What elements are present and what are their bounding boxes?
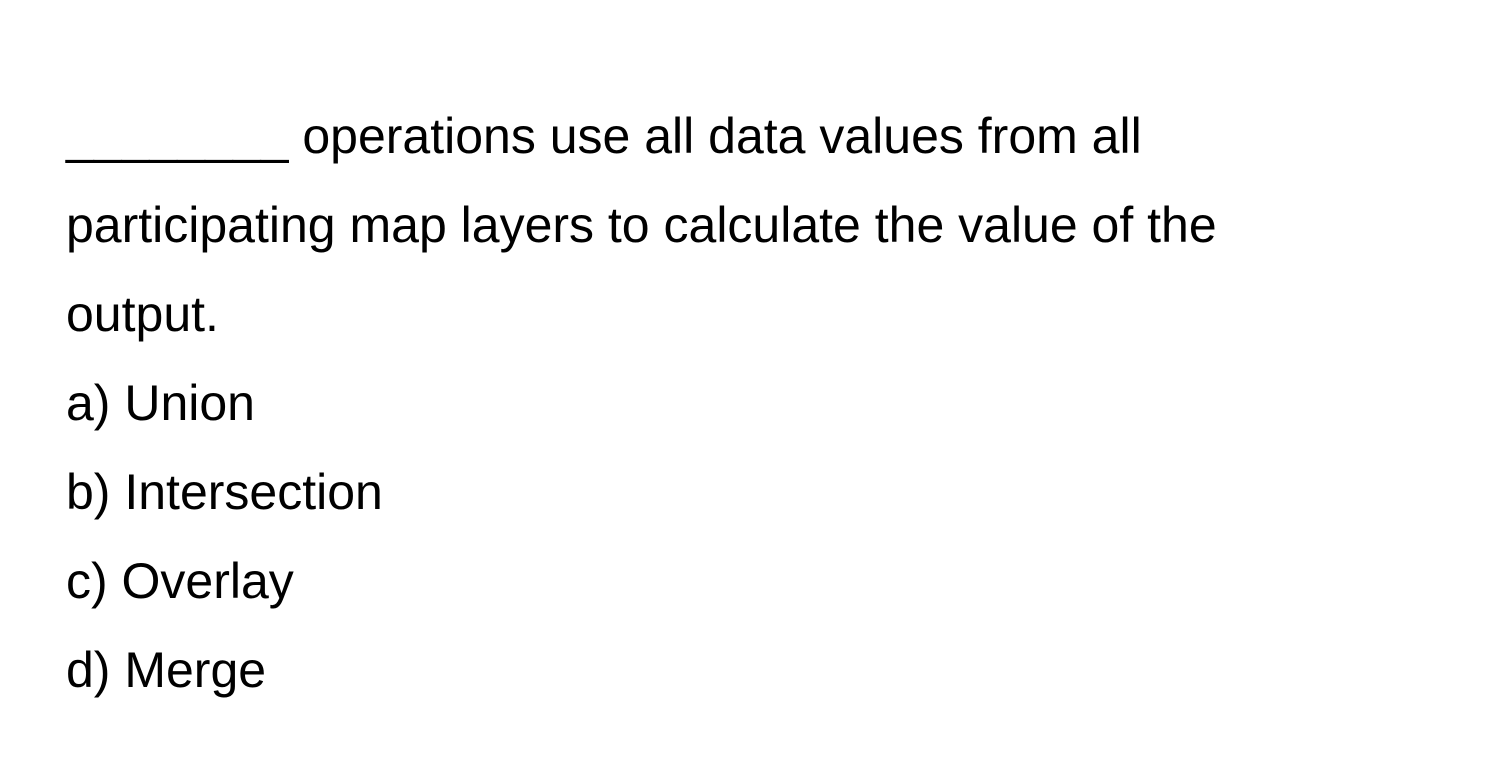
question-text-line-3: output. [66, 286, 219, 342]
option-d: d) Merge [66, 642, 267, 698]
option-a: a) Union [66, 375, 255, 431]
option-c: c) Overlay [66, 553, 294, 609]
question-text-line-1: ________ operations use all data values from all [66, 108, 1142, 164]
option-b: b) Intersection [66, 464, 383, 520]
question-block [66, 92, 1446, 715]
question-text-line-2: participating map layers to calculate the value of the [66, 197, 1217, 253]
